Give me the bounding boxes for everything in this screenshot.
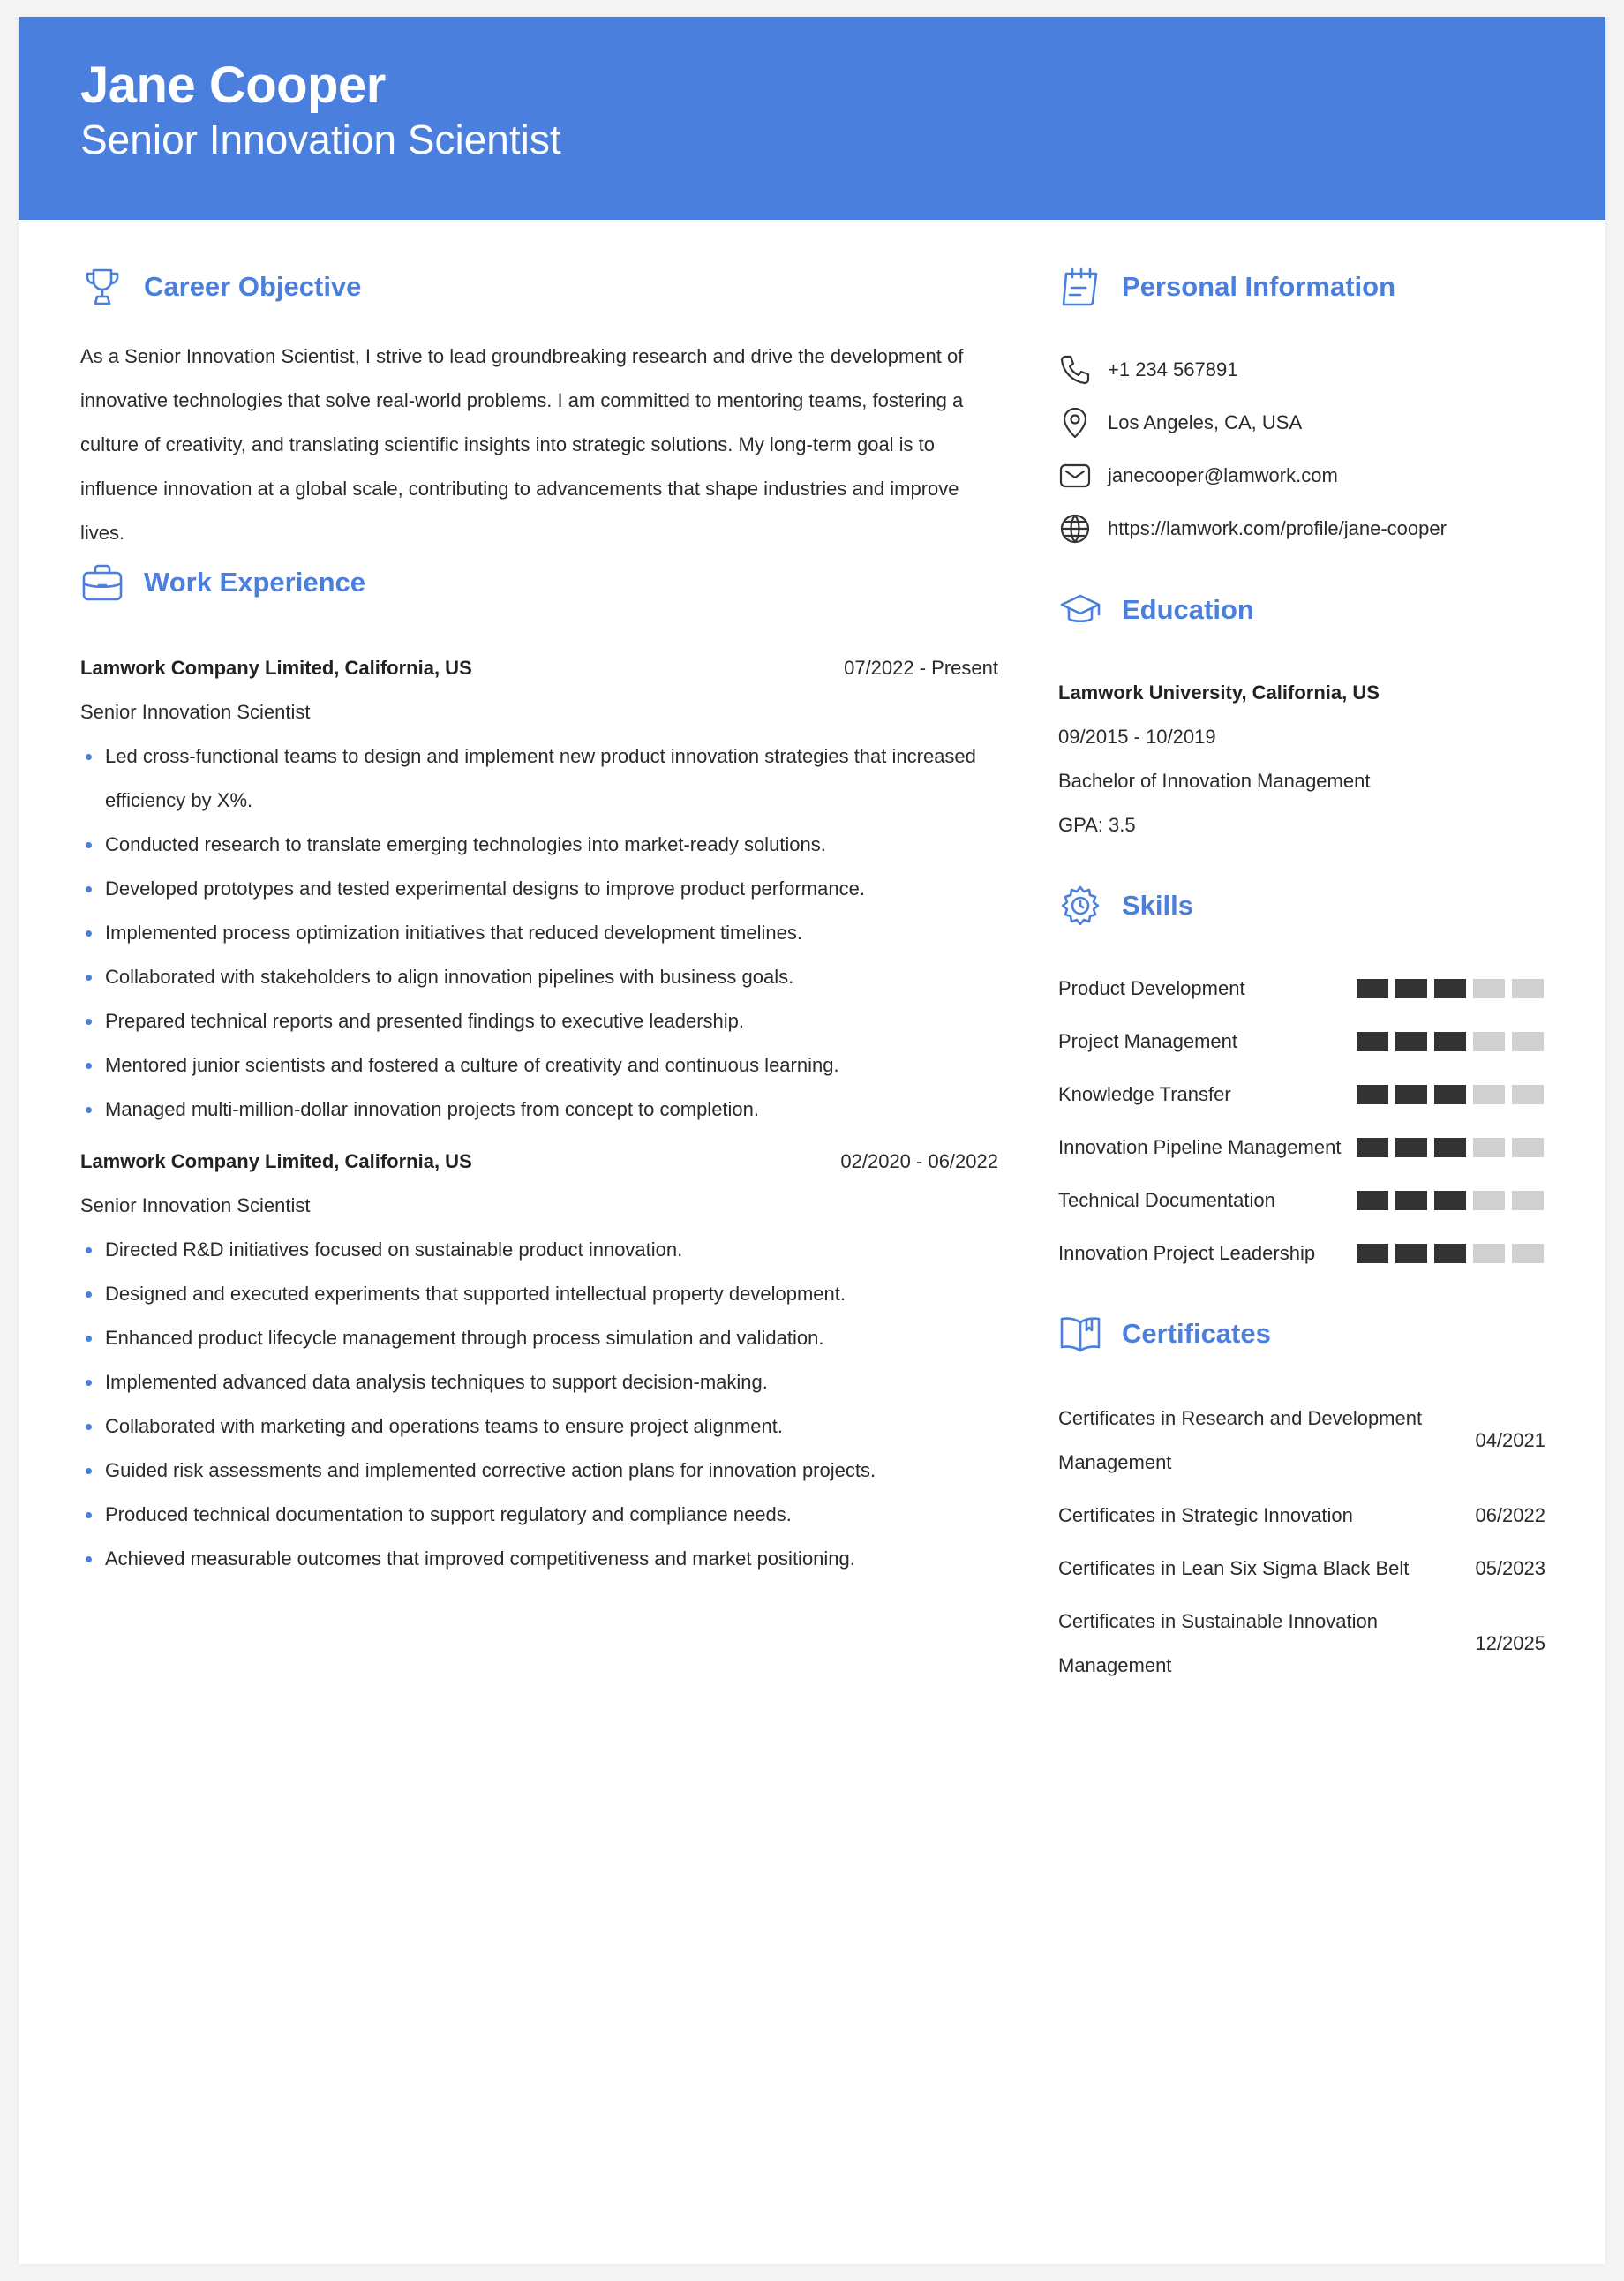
objective-line: influence innovation at a global scale, contributing to advancements that shape industries and improve lives. <box>80 478 959 544</box>
certificate-name: Certificates in Sustainable Innovation Management <box>1058 1610 1378 1676</box>
skill-level-segment <box>1473 1244 1505 1263</box>
skill-level-segment <box>1512 1191 1544 1210</box>
skill-row <box>1058 1125 1544 1170</box>
graduation-cap-icon <box>1058 588 1102 632</box>
job-bullet: Developed prototypes and tested experimental designs to improve product performance. <box>105 867 998 911</box>
certificates-heading <box>1058 1312 1271 1356</box>
website-value[interactable]: https://lamwork.com/profile/jane-cooper <box>1108 517 1447 539</box>
job-bullet: Designed and executed experiments that supported intellectual property development. <box>105 1272 998 1316</box>
job-bullet: Collaborated with marketing and operations teams to ensure project alignment. <box>105 1404 998 1449</box>
job-bullet: Directed R&D initiatives focused on sustainable product innovation. <box>105 1228 998 1272</box>
skill-level-segment <box>1473 1191 1505 1210</box>
certificate-date: 05/2023 <box>1475 1557 1545 1579</box>
resume-header <box>19 17 1605 220</box>
job-bullet: Conducted research to translate emerging technologies into market-ready solutions. <box>105 823 998 867</box>
skills-title: Skills <box>1122 890 1193 921</box>
certificate-date: 06/2022 <box>1475 1504 1545 1526</box>
certificate-row <box>1058 1494 1545 1538</box>
skill-level-segment <box>1357 1032 1388 1051</box>
job-bullet: Collaborated with stakeholders to align innovation pipelines with business goals. <box>105 955 998 999</box>
location-row <box>1058 401 1302 445</box>
certificate-date: 12/2025 <box>1475 1632 1545 1654</box>
certificate-name: Certificates in Strategic Innovation <box>1058 1504 1353 1526</box>
education-dates: 09/2015 - 10/2019 <box>1058 726 1216 748</box>
personal-information-heading <box>1058 265 1395 309</box>
open-book-icon <box>1058 1312 1102 1356</box>
skill-level-segment <box>1473 979 1505 998</box>
skill-level-segment <box>1473 1032 1505 1051</box>
job-entry <box>80 1140 998 1581</box>
job-dates: 02/2020 - 06/2022 <box>840 1150 998 1172</box>
skill-name: Product Development <box>1058 977 1245 999</box>
skill-name: Knowledge Transfer <box>1058 1083 1231 1105</box>
job-position: Senior Innovation Scientist <box>80 1194 311 1216</box>
job-bullet: Guided risk assessments and implemented corrective action plans for innovation projects. <box>105 1449 998 1493</box>
job-bullet: Enhanced product lifecycle management through process simulation and validation. <box>105 1316 998 1360</box>
skill-level-bars <box>1357 1244 1544 1263</box>
certificates-title: Certificates <box>1122 1318 1271 1349</box>
skill-level-segment <box>1395 1244 1427 1263</box>
skill-level-bars <box>1357 1085 1544 1104</box>
education-school: Lamwork University, California, US <box>1058 681 1380 704</box>
skill-row <box>1058 1073 1544 1117</box>
calendar-notes-icon <box>1058 265 1102 309</box>
certificate-row <box>1058 1547 1545 1591</box>
website-row <box>1058 507 1447 551</box>
job-bullet: Managed multi-million-dollar innovation projects from concept to completion. <box>105 1088 998 1132</box>
job-bullets <box>80 1228 998 1581</box>
skill-level-segment <box>1434 1138 1466 1157</box>
education-entry <box>1058 671 1553 847</box>
objective-line: As a Senior Innovation Scientist, I strive to lead groundbreaking research and drive the development of <box>80 345 964 367</box>
skill-level-segment <box>1357 1138 1388 1157</box>
job-bullet: Implemented advanced data analysis techniques to support decision-making. <box>105 1360 998 1404</box>
job-bullets <box>80 734 998 1132</box>
job-entry <box>80 646 998 1132</box>
candidate-name: Jane Cooper <box>80 56 386 114</box>
certificate-name: Certificates in Research and Development Management <box>1058 1407 1423 1473</box>
skill-level-segment <box>1512 979 1544 998</box>
job-company: Lamwork Company Limited, California, US <box>80 1150 472 1172</box>
location-pin-icon <box>1058 406 1092 440</box>
skill-level-segment <box>1357 1085 1388 1104</box>
skill-level-segment <box>1473 1085 1505 1104</box>
phone-value: +1 234 567891 <box>1108 358 1238 380</box>
skill-level-segment <box>1395 1138 1427 1157</box>
skill-level-segment <box>1473 1138 1505 1157</box>
skill-level-segment <box>1434 1244 1466 1263</box>
skill-level-segment <box>1357 1191 1388 1210</box>
certificate-row <box>1058 1396 1545 1485</box>
career-objective-heading <box>80 265 361 309</box>
skill-level-segment <box>1512 1138 1544 1157</box>
phone-row <box>1058 348 1237 392</box>
skill-row <box>1058 1231 1544 1276</box>
work-experience-title: Work Experience <box>144 567 365 598</box>
career-objective-text <box>80 335 998 555</box>
job-bullet: Prepared technical reports and presented findings to executive leadership. <box>105 999 998 1043</box>
job-bullet: Achieved measurable outcomes that improved competitiveness and market positioning. <box>105 1537 998 1581</box>
phone-icon <box>1058 353 1092 387</box>
skill-level-segment <box>1512 1085 1544 1104</box>
job-bullet: Produced technical documentation to support regulatory and compliance needs. <box>105 1493 998 1537</box>
location-value: Los Angeles, CA, USA <box>1108 411 1303 433</box>
candidate-title: Senior Innovation Scientist <box>80 117 561 162</box>
skill-level-segment <box>1357 979 1388 998</box>
trophy-icon <box>80 265 124 309</box>
skill-level-segment <box>1434 1032 1466 1051</box>
skill-level-segment <box>1434 1191 1466 1210</box>
education-heading <box>1058 588 1254 632</box>
skill-level-segment <box>1512 1032 1544 1051</box>
skill-level-segment <box>1395 1032 1427 1051</box>
mail-icon <box>1058 459 1092 493</box>
skill-level-bars <box>1357 1138 1544 1157</box>
certificate-row <box>1058 1600 1545 1688</box>
skill-row <box>1058 1178 1544 1223</box>
email-value[interactable]: janecooper@lamwork.com <box>1108 464 1338 486</box>
skill-level-bars <box>1357 1032 1544 1051</box>
skill-name: Innovation Pipeline Management <box>1058 1136 1342 1158</box>
education-title: Education <box>1122 594 1254 625</box>
certificate-name: Certificates in Lean Six Sigma Black Belt <box>1058 1557 1410 1579</box>
personal-information-title: Personal Information <box>1122 271 1396 302</box>
briefcase-icon <box>80 561 124 605</box>
education-degree: Bachelor of Innovation Management <box>1058 770 1371 792</box>
globe-icon <box>1058 512 1092 546</box>
skill-level-segment <box>1357 1244 1388 1263</box>
skill-level-segment <box>1512 1244 1544 1263</box>
certificate-date: 04/2021 <box>1475 1429 1545 1451</box>
skill-level-bars <box>1357 1191 1544 1210</box>
job-dates: 07/2022 - Present <box>844 657 998 679</box>
job-company: Lamwork Company Limited, California, US <box>80 657 472 679</box>
skill-level-segment <box>1434 1085 1466 1104</box>
skill-name: Technical Documentation <box>1058 1189 1275 1211</box>
job-position: Senior Innovation Scientist <box>80 701 311 723</box>
education-gpa: GPA: 3.5 <box>1058 814 1136 836</box>
email-row <box>1058 454 1338 498</box>
skills-heading <box>1058 884 1193 928</box>
objective-line: culture of creativity, and translating scientific insights into strategic solutions. My long-term goal is to <box>80 433 936 455</box>
gear-icon <box>1058 884 1102 928</box>
career-objective-title: Career Objective <box>144 271 362 302</box>
skill-level-segment <box>1395 1191 1427 1210</box>
skill-row <box>1058 1020 1544 1064</box>
skill-name: Project Management <box>1058 1030 1237 1052</box>
skill-level-segment <box>1395 1085 1427 1104</box>
skill-level-segment <box>1434 979 1466 998</box>
skill-row <box>1058 967 1544 1011</box>
job-bullet: Implemented process optimization initiatives that reduced development timelines. <box>105 911 998 955</box>
job-bullet: Led cross-functional teams to design and implement new product innovation strategies that increased efficiency by X%. <box>105 734 998 823</box>
work-experience-heading <box>80 561 365 605</box>
objective-line: innovative technologies that solve real-world problems. I am committed to mentoring teams, fostering a <box>80 389 964 411</box>
skill-level-bars <box>1357 979 1544 998</box>
job-bullet: Mentored junior scientists and fostered a culture of creativity and continuous learning. <box>105 1043 998 1088</box>
resume-page <box>19 17 1605 2264</box>
skill-name: Innovation Project Leadership <box>1058 1242 1316 1264</box>
skill-level-segment <box>1395 979 1427 998</box>
